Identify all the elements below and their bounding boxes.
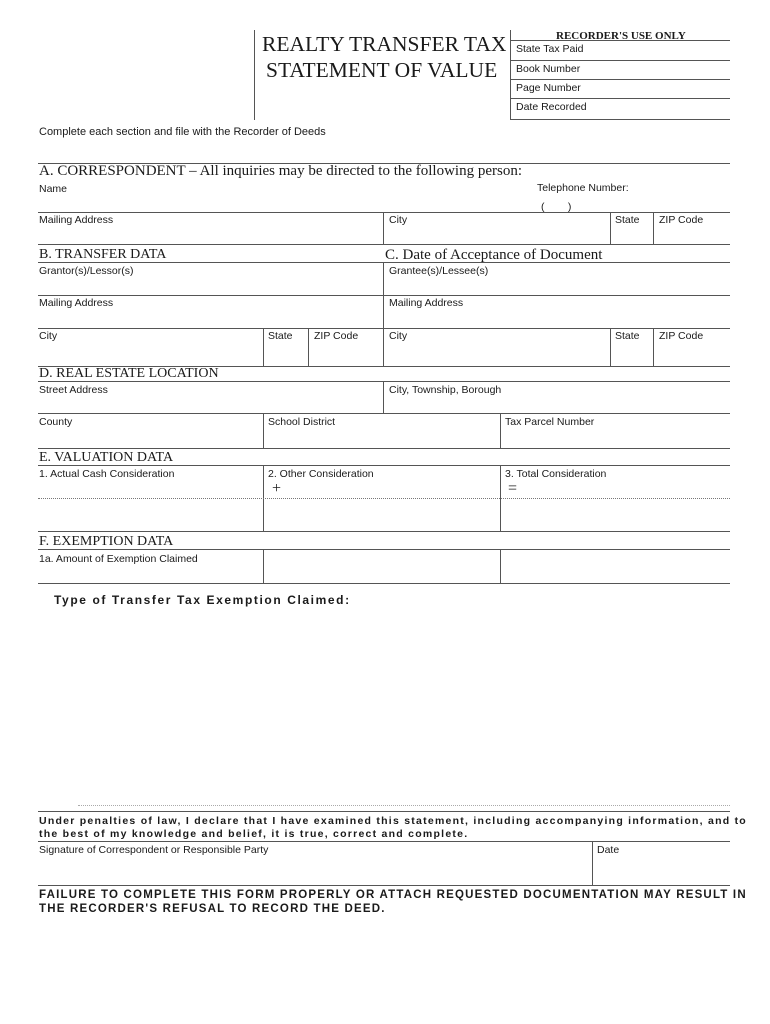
a-divider-3 — [653, 212, 654, 244]
d-rule-2 — [38, 413, 730, 414]
form-title-line1: REALTY TRANSFER TAX — [262, 32, 507, 56]
street-address-label[interactable]: Street Address — [39, 384, 108, 396]
school-district-label[interactable]: School District — [268, 416, 336, 428]
grantee-label[interactable]: Grantee(s)/Lessee(s) — [389, 265, 489, 277]
exemption-type-heading: Type of Transfer Tax Exemption Claimed: — [54, 593, 351, 607]
tax-parcel-label[interactable]: Tax Parcel Number — [505, 416, 595, 428]
section-a-bottom-rule — [38, 244, 730, 245]
recorder-rule-5 — [510, 119, 730, 120]
signature-date-divider — [592, 841, 593, 885]
d-rule-1 — [38, 381, 730, 382]
actual-cash-label[interactable]: 1. Actual Cash Consideration — [39, 468, 175, 480]
exemption-type-area[interactable] — [38, 612, 730, 802]
warning-line2: THE RECORDER'S REFUSAL TO RECORD THE DEED. — [39, 903, 386, 915]
declaration-top-rule — [38, 811, 730, 812]
b-divider-2 — [308, 328, 309, 366]
c-divider-2 — [653, 328, 654, 366]
c-zip-label[interactable]: ZIP Code — [659, 330, 704, 342]
section-c-title: C. Date of Acceptance of Document — [385, 247, 603, 263]
d-bottom-rule — [38, 448, 730, 449]
declaration-rule-2 — [38, 841, 730, 842]
d-divider-2 — [263, 413, 264, 448]
f-divider-1 — [263, 549, 264, 583]
f-bottom-rule — [38, 583, 730, 584]
bc-rule-3 — [38, 328, 730, 329]
page-number-label: Page Number — [516, 82, 581, 94]
recorder-rule-1 — [510, 40, 730, 41]
date-label[interactable]: Date — [597, 844, 620, 856]
bc-rule-1 — [38, 262, 730, 263]
recorder-rule-3 — [510, 79, 730, 80]
name-label: Name — [39, 183, 68, 195]
a-state-label[interactable]: State — [615, 214, 640, 226]
recorder-rule-2 — [510, 60, 730, 61]
b-mailing-address-label[interactable]: Mailing Address — [39, 297, 114, 309]
date-recorded-label: Date Recorded — [516, 101, 587, 113]
c-city-label[interactable]: City — [389, 330, 408, 342]
c-mailing-address-label[interactable]: Mailing Address — [389, 297, 464, 309]
book-number-label: Book Number — [516, 63, 581, 75]
e-dotted-rule — [38, 498, 730, 499]
declaration-line2: the best of my knowledge and belief, it is true, correct and complete. — [39, 828, 469, 840]
grantor-label[interactable]: Grantor(s)/Lessor(s) — [39, 265, 134, 277]
d-divider-3 — [500, 413, 501, 448]
exemption-amount-label[interactable]: 1a. Amount of Exemption Claimed — [39, 553, 198, 565]
declaration-bottom-rule — [38, 885, 730, 886]
d-divider-1 — [383, 381, 384, 413]
section-a-title: A. CORRESPONDENT – All inquiries may be directed to the following person: — [39, 163, 523, 179]
a-divider-1 — [383, 212, 384, 244]
total-consideration-label[interactable]: 3. Total Consideration — [505, 468, 607, 480]
declaration-line1: Under penalties of law, I declare that I have examined this statement, including accompanying information, and to — [39, 815, 747, 827]
b-city-label[interactable]: City — [39, 330, 58, 342]
section-b-title: B. TRANSFER DATA — [39, 247, 167, 262]
state-tax-paid-label: State Tax Paid — [516, 43, 584, 55]
phone-area-code: ( ) — [541, 201, 572, 213]
a-zip-label[interactable]: ZIP Code — [659, 214, 704, 226]
b-zip-label[interactable]: ZIP Code — [314, 330, 359, 342]
a-mailing-address-label[interactable]: Mailing Address — [39, 214, 114, 226]
e-bottom-rule — [38, 531, 730, 532]
c-state-label[interactable]: State — [615, 330, 640, 342]
f-divider-2 — [500, 549, 501, 583]
section-e-title: E. VALUATION DATA — [39, 450, 174, 465]
f-rule-1 — [38, 549, 730, 550]
section-d-title: D. REAL ESTATE LOCATION — [39, 366, 219, 381]
bc-rule-2 — [38, 295, 730, 296]
c-divider-1 — [610, 328, 611, 366]
b-divider-1 — [263, 328, 264, 366]
recorder-use-only-title: RECORDER'S USE ONLY — [556, 30, 686, 42]
equals-sign: = — [508, 480, 518, 497]
header-left-rule — [254, 30, 255, 120]
bc-center-divider — [383, 262, 384, 366]
declaration-dotted-rule — [78, 805, 730, 806]
recorder-rule-4 — [510, 98, 730, 99]
form-title-line2: STATEMENT OF VALUE — [266, 58, 498, 82]
telephone-label: Telephone Number: — [537, 182, 629, 194]
b-state-label[interactable]: State — [268, 330, 293, 342]
a-city-label[interactable]: City — [389, 214, 408, 226]
section-f-title: F. EXEMPTION DATA — [39, 534, 174, 549]
other-consideration-label[interactable]: 2. Other Consideration — [268, 468, 374, 480]
a-divider-2 — [610, 212, 611, 244]
instruction-text: Complete each section and file with the Recorder of Deeds — [39, 126, 326, 138]
section-a-rule-2 — [38, 212, 730, 213]
plus-sign: + — [272, 480, 282, 497]
warning-line1: FAILURE TO COMPLETE THIS FORM PROPERLY OR ATTACH REQUESTED DOCUMENTATION MAY RESULT IN — [39, 889, 747, 901]
e-rule-1 — [38, 465, 730, 466]
county-label[interactable]: County — [39, 416, 73, 428]
signature-label[interactable]: Signature of Correspondent or Responsible Party — [39, 844, 269, 856]
city-township-label[interactable]: City, Township, Borough — [389, 384, 502, 396]
recorder-box-left-rule — [510, 30, 511, 120]
